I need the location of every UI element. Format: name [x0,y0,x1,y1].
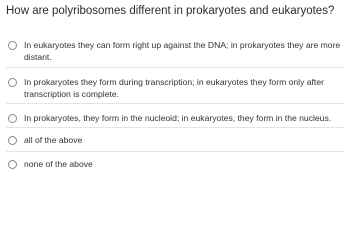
radio-button-icon[interactable] [8,114,17,123]
answer-option-label: none of the above [24,159,93,169]
answer-option-2[interactable] [6,67,344,103]
answer-option-label: In prokaryotes they form during transcription; in eukaryotes they form only after transcription is complete. [24,77,324,99]
radio-button-icon[interactable] [8,136,17,145]
answer-options [6,31,344,175]
radio-button-icon[interactable] [8,41,17,50]
radio-button-icon[interactable] [8,160,17,169]
question-text: How are polyribosomes different in prokaryotes and eukaryotes? [6,5,335,17]
answer-option-3[interactable] [6,103,344,127]
answer-option-4[interactable] [6,127,344,151]
answer-option-5[interactable] [6,151,344,175]
answer-option-label: all of the above [24,135,83,145]
answer-option-label: In eukaryotes they can form right up against the DNA; in prokaryotes they are more distant. [24,40,341,62]
answer-option-label: In prokaryotes, they form in the nucleoid; in eukaryotes, they form in the nucleus. [24,113,332,123]
answer-option-1[interactable] [6,31,344,67]
radio-button-icon[interactable] [8,78,17,87]
